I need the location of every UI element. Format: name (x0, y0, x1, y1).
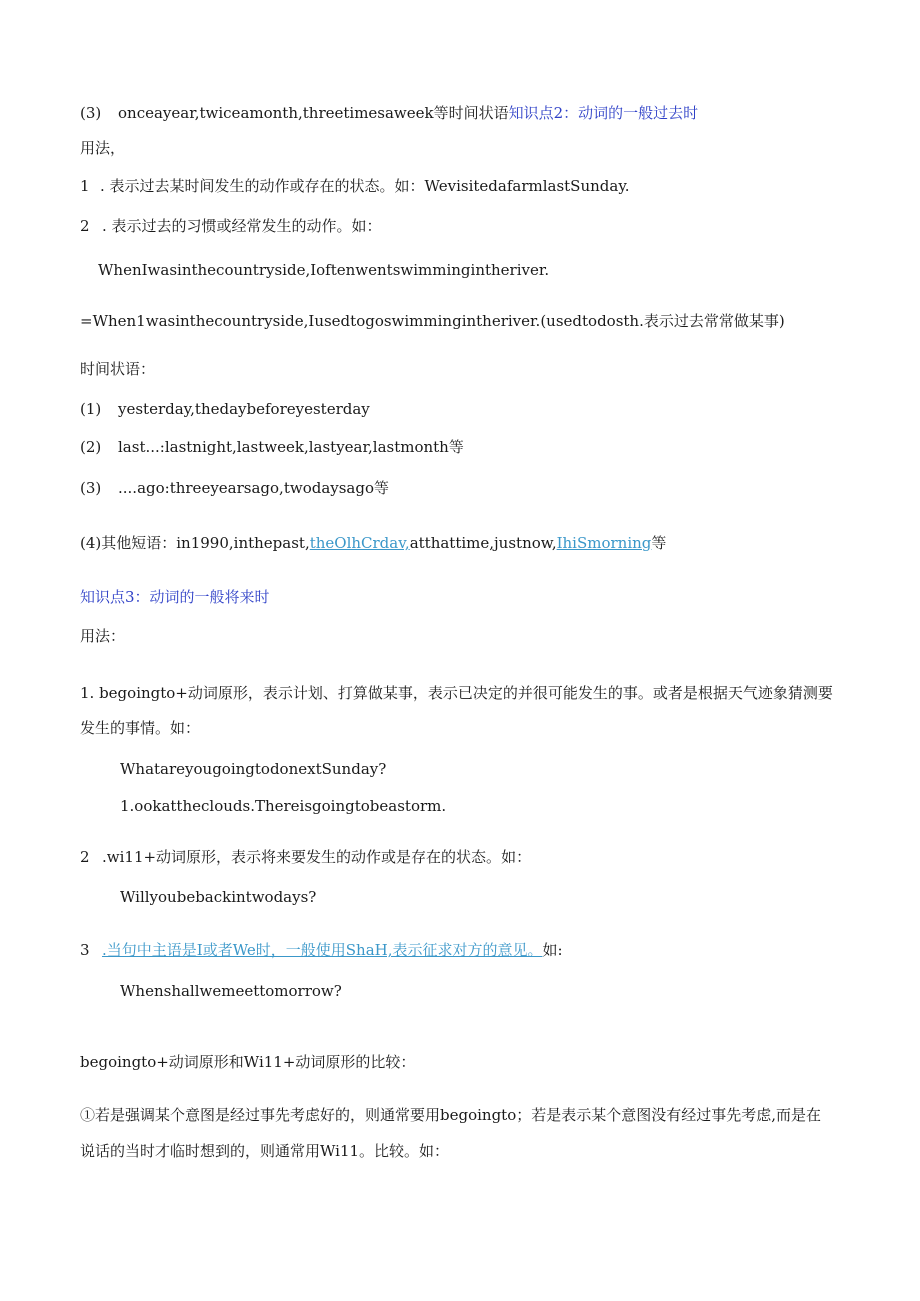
phrase-link[interactable]: theOlhCrdav, (309, 534, 410, 552)
other-phrases (80, 533, 666, 553)
comparison-point-1-line-2: 说话的当时才临时想到的，则通常用Wi11。比较。如： (80, 1142, 450, 1160)
item-text: last...:lastnight,lastweek,lastyear,lastmonth等 (118, 438, 464, 456)
item-number: (1) (80, 400, 102, 418)
point-number: 1 (80, 177, 90, 195)
item-text: ....ago:threeyearsago,twodaysago等 (118, 479, 390, 497)
point-number: 2 (80, 848, 90, 866)
item-number: (2) (80, 438, 102, 456)
time-adverb-item-3b (80, 478, 389, 498)
usage-point-1 (80, 176, 630, 196)
time-adverb-item-1 (80, 399, 370, 419)
usage-label: 用法： (80, 627, 126, 645)
usage-point-2 (80, 216, 382, 236)
point-text: .wi11+动词原形，表示将来要发生的动作或是存在的状态。如： (102, 848, 532, 866)
time-adverb-item-3 (80, 103, 698, 123)
example-sentence: WhenIwasinthecountryside,Ioftenwentswimmingintheriver. (98, 261, 550, 279)
time-adverb-label: 时间状语： (80, 360, 156, 378)
item-text: yesterday,thedaybeforeyesterday (118, 400, 370, 418)
item-number: (3) (80, 104, 102, 122)
comparison-heading: begoingto+动词原形和Wi11+动词原形的比较： (80, 1053, 416, 1071)
item-text: onceayear,twiceamonth,threetimesaweek等时间状语 (118, 104, 509, 122)
future-point-2 (80, 847, 531, 867)
phrase-prefix: (4)其他短语：in1990,inthepast, (80, 534, 310, 552)
point-text: . 表示过去的习惯或经常发生的动作。如： (102, 217, 382, 235)
future-point-3 (80, 940, 563, 960)
comparison-point-1-line-1: ①若是强调某个意图是经过事先考虑好的，则通常要用begoingto；若是表示某个意图没有经过事先考虑,而是在 (80, 1106, 822, 1124)
item-number: (3) (80, 479, 102, 497)
example-sentence: 1.ookattheclouds.Thereisgoingtobeastorm. (120, 797, 447, 815)
point-number: 2 (80, 217, 90, 235)
example-sentence: Whenshallwemeettomorrow? (120, 982, 342, 1000)
example-sentence: Willyoubebackintwodays? (120, 888, 317, 906)
point-number: 3 (80, 941, 90, 959)
point-text: . 表示过去某时间发生的动作或存在的状态。如：WevisitedafarmlastSunday. (100, 177, 630, 195)
example-sentence: =When1wasinthecountryside,Iusedtogoswimmingintheriver.(usedtodosth.表示过去常常做某事) (80, 312, 785, 330)
example-sentence: WhatareyougoingtodonextSunday? (120, 760, 387, 778)
section-heading-3: 知识点3：动词的一般将来时 (80, 588, 270, 606)
phrase-middle: atthattime,justnow, (409, 534, 557, 552)
phrase-suffix: 等 (651, 534, 667, 552)
time-adverb-item-2 (80, 437, 464, 457)
point-link[interactable]: .当句中主语是I或者We时，一般使用ShaH,表示征求对方的意见。 (102, 941, 543, 959)
future-point-1-line-1: 1. begoingto+动词原形，表示计划、打算做某事，表示已决定的并很可能发生的事。或者是根据天气迹象猜测要 (80, 684, 833, 702)
section-heading-2: 知识点2：动词的一般过去时 (508, 104, 699, 122)
point-suffix: 如: (542, 941, 563, 959)
future-point-1-line-2: 发生的事情。如： (80, 719, 201, 737)
usage-label: 用法， (80, 139, 126, 157)
phrase-link[interactable]: IhiSmorning (556, 534, 652, 552)
